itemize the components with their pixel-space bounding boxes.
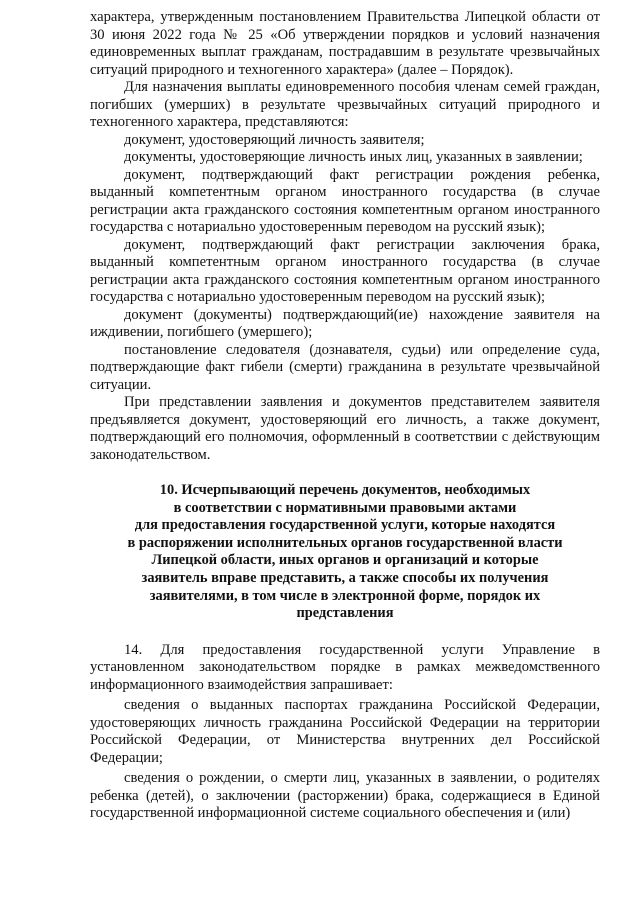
- list-item: документы, удостоверяющие личность иных лиц, указанных в заявлении;: [124, 149, 583, 165]
- list-item: сведения о выданных паспортах гражданина Российской Федерации, удостоверяющих личность гражданина Российской Федерации на территории Российской Федерации, от Министерства внутренних дел Российской Федерации;: [90, 697, 600, 766]
- section-heading-line: заявитель вправе представить, а также способы их получения: [141, 569, 549, 586]
- paragraph-list-intro: Для назначения выплаты единовременного пособия членам семей граждан, погибших (умерших) в результате чрезвычайных ситуаций природного и техногенного характера, представляются:: [90, 79, 600, 130]
- section-heading-line: Липецкой области, иных органов и организаций и которые: [151, 552, 539, 569]
- section-heading-line: для предоставления государственной услуги, которые находятся: [134, 517, 556, 534]
- list-item: постановление следователя (дознавателя, судьи) или определение суда, подтверждающие факт гибели (смерти) гражданина в результате чрезвычайной ситуации.: [90, 341, 600, 393]
- list-item: документ, подтверждающий факт регистрации заключения брака, выданный компетентным органом иностранного государства (в случае регистрации акта гражданского состояния компетентным органом иностранного государства с нотариально удостоверенным переводом на русский язык);: [90, 236, 600, 305]
- section-heading: [90, 482, 600, 623]
- list-item: документ, подтверждающий факт регистрации рождения ребенка, выданный компетентным органом иностранного государства (в случае регистрации акта гражданского состояния компетентным органом иностранного государства с нотариально удостоверенным переводом на русский язык);: [90, 166, 600, 235]
- document-body: [90, 9, 600, 823]
- section-heading-line: в соответствии с нормативными правовыми актами: [173, 499, 517, 516]
- spacer: [90, 623, 600, 642]
- list-item: документ, удостоверяющий личность заявителя;: [124, 131, 425, 148]
- paragraph-item-14: 14. Для предоставления государственной услуги Управление в установленном законодательством порядке в рамках межведомственного информационного взаимодействия запрашивает:: [90, 641, 600, 693]
- paragraph-continuation: характера, утвержденным постановлением Правительства Липецкой области от 30 июня 2022 года № 25 «Об утверждении порядков и условий назначения единовременных выплат гражданам, пострадавшим в результате чрезвычайных ситуаций природного и техногенного характера» (далее – Порядок).: [90, 9, 600, 78]
- section-heading-line: заявителями, в том числе в электронной форме, порядок их: [149, 587, 541, 604]
- section-heading-line: 10. Исчерпывающий перечень документов, необходимых: [159, 482, 531, 498]
- list-item: сведения о рождении, о смерти лиц, указанных в заявлении, о родителях ребенка (детей), о заключении (расторжении) брака, содержащиеся в Единой государственной информационной системе социального обеспечения и (или): [90, 770, 600, 822]
- list-item: документ (документы) подтверждающий(ие) нахождение заявителя на иждивении, погибшего (умершего);: [90, 306, 600, 340]
- section-heading-line: в распоряжении исполнительных органов государственной власти: [127, 534, 563, 551]
- section-heading-line: представления: [296, 605, 394, 622]
- paragraph-representative: При представлении заявления и документов представителем заявителя предъявляется документ, удостоверяющий его личность, а также документ, подтверждающий его полномочия, оформленный в соответствии с действующим законодательством.: [90, 394, 600, 463]
